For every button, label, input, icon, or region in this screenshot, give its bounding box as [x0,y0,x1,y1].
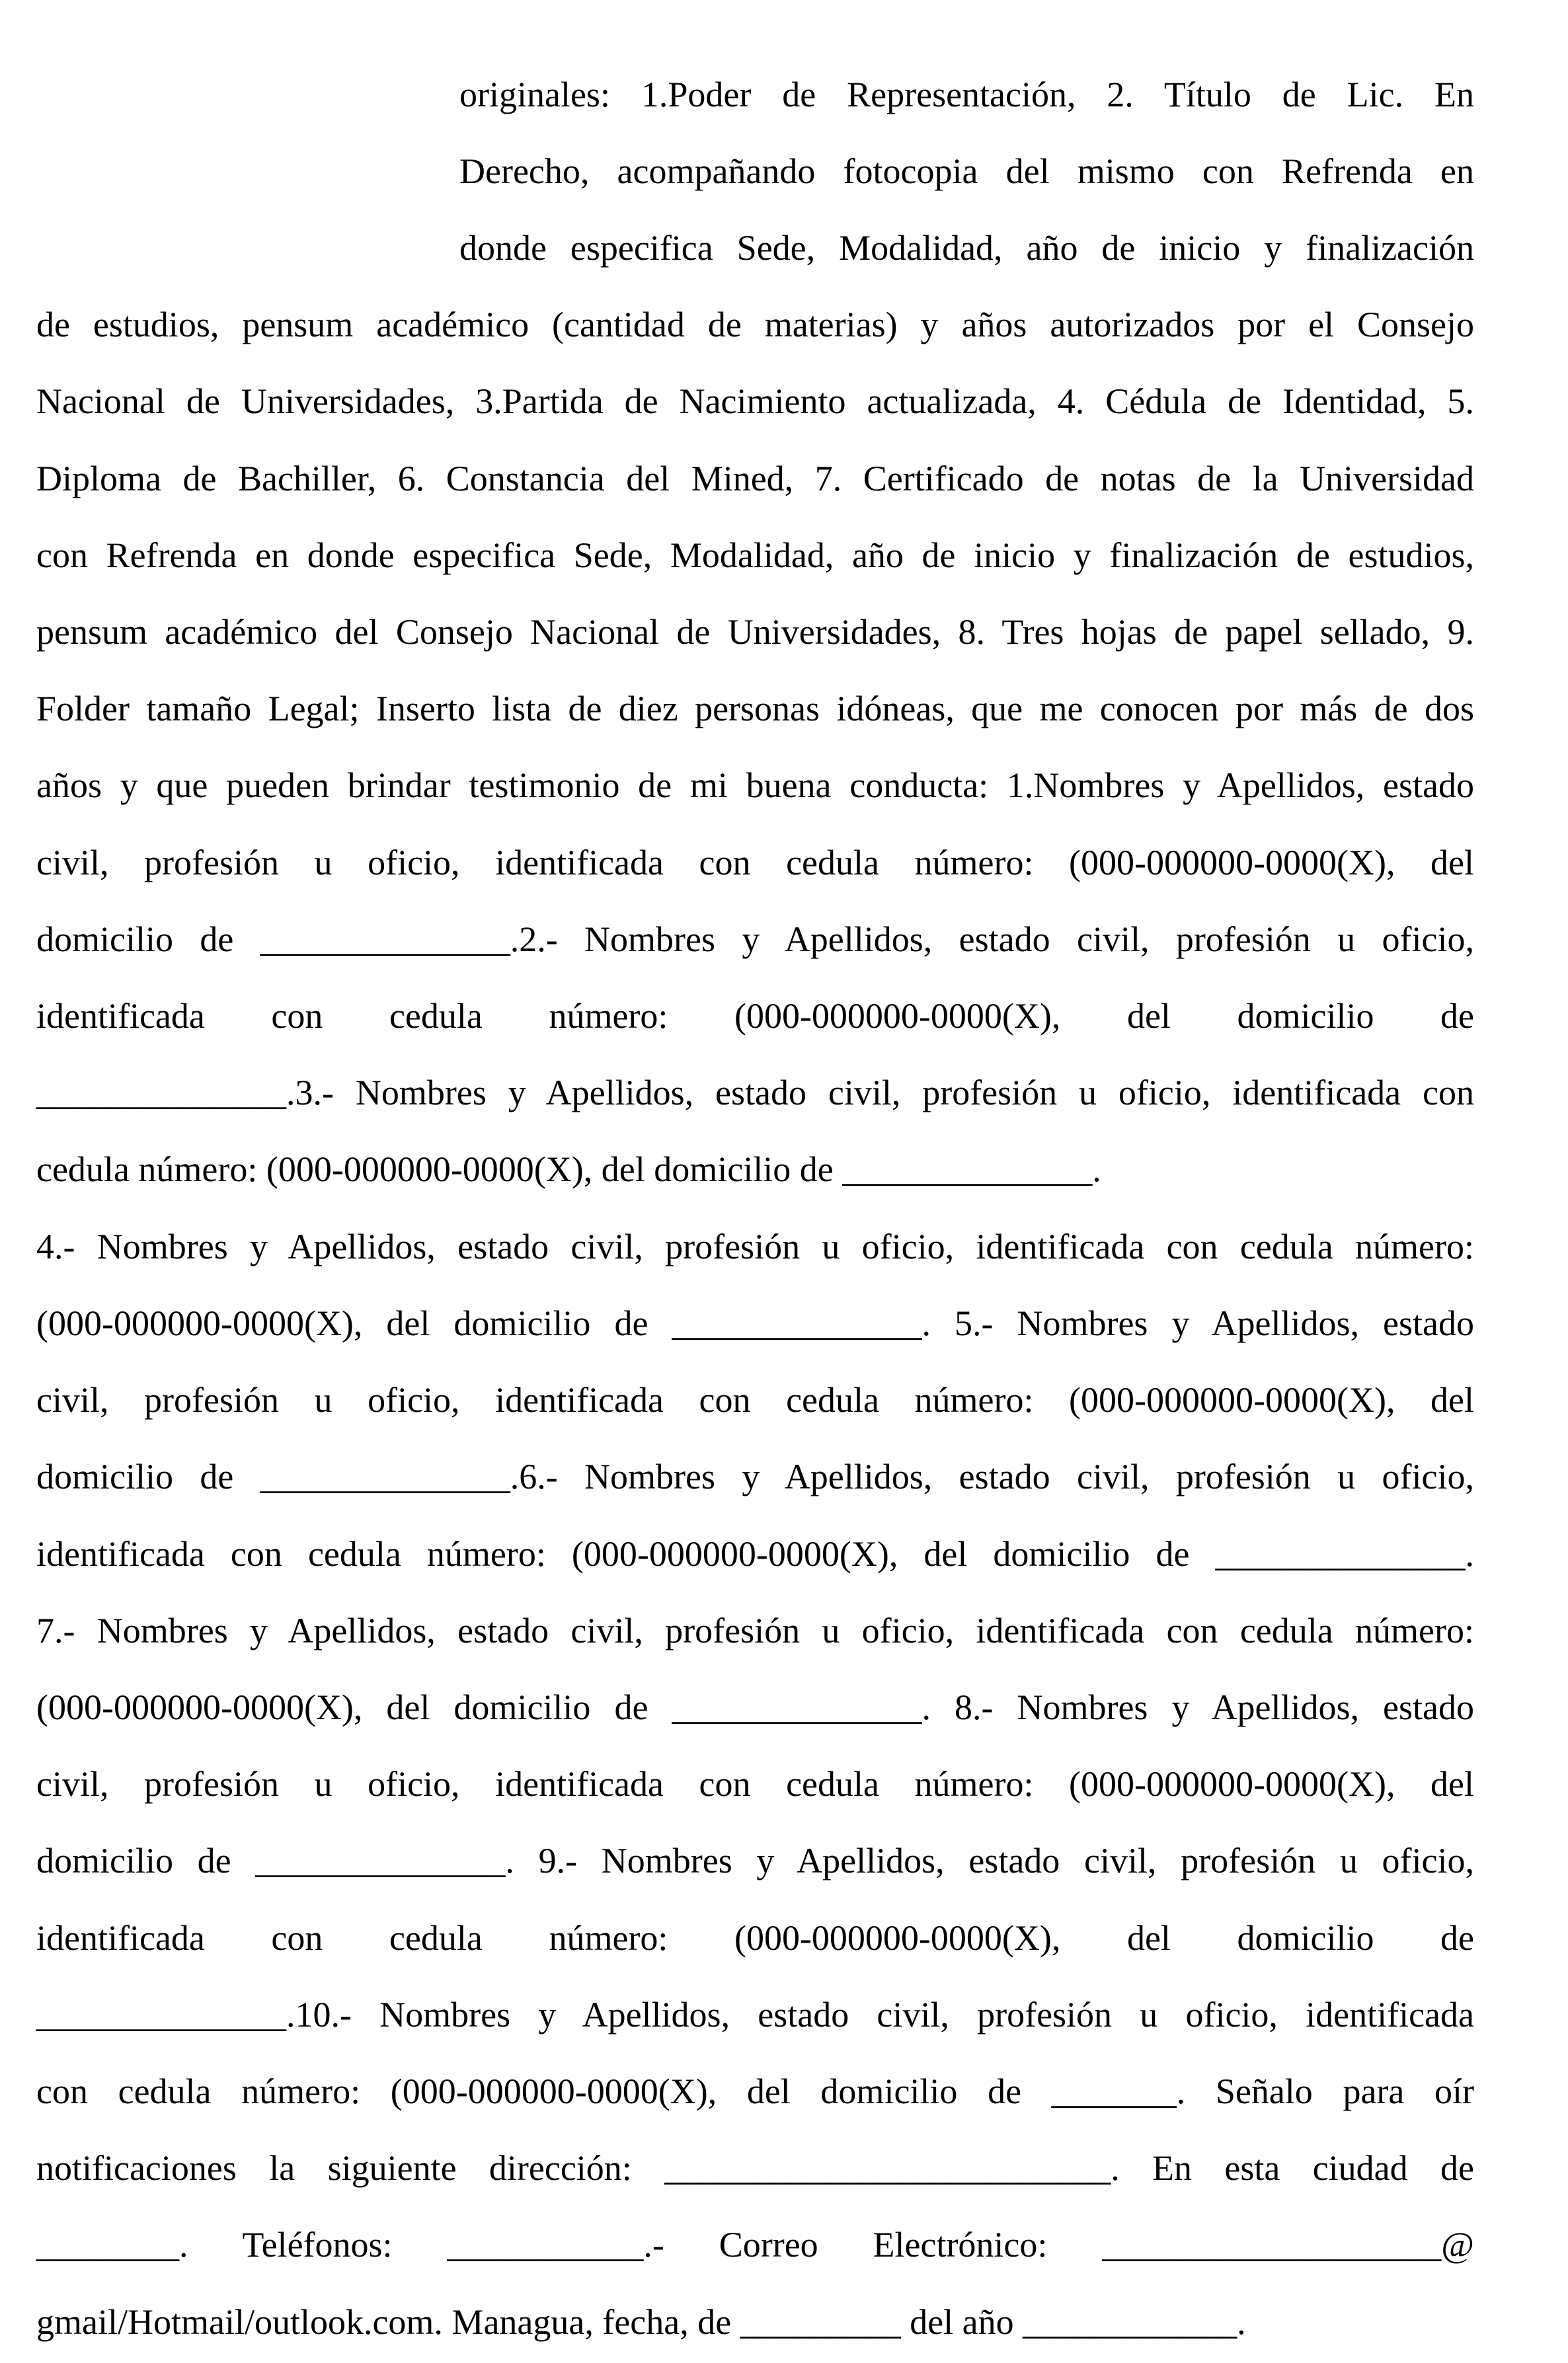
text-line: 7.- Nombres y Apellidos, estado civil, profesión u oficio, identificada con cedula número: [36,1611,1474,1650]
text-line: Diploma de Bachiller, 6. Constancia del Mined, 7. Certificado de notas de la Universidad [36,459,1474,498]
text-line: Nacional de Universidades, 3.Partida de Nacimiento actualizada, 4. Cédula de Identidad, 5. [36,381,1474,421]
text-line: domicilio de ______________.6.- Nombres y Apellidos, estado civil, profesión u oficio, [36,1457,1474,1496]
text-line: de estudios, pensum académico (cantidad de materias) y años autorizados por el Consejo [36,305,1474,344]
text-line: identificada con cedula número: (000-000000-0000(X), del domicilio de ______________. [36,1534,1474,1574]
text-line: con cedula número: (000-000000-0000(X), del domicilio de _______. Señalo para oír [36,2072,1474,2111]
text-line: notificaciones la siguiente dirección: _________________________. En esta ciudad de [36,2148,1474,2188]
text-line: Derecho, acompañando fotocopia del mismo con Refrenda en [459,151,1474,191]
text-line: cedula número: (000-000000-0000(X), del domicilio de ______________. [36,1149,1101,1189]
text-line: identificada con cedula número: (000-000000-0000(X), del domicilio de [36,996,1474,1036]
text-line: civil, profesión u oficio, identificada con cedula número: (000-000000-0000(X), del [36,1764,1474,1804]
text-line: civil, profesión u oficio, identificada con cedula número: (000-000000-0000(X), del [36,1380,1474,1420]
text-line: (000-000000-0000(X), del domicilio de ______________. 8.- Nombres y Apellidos, estado [36,1687,1474,1727]
text-line: originales: 1.Poder de Representación, 2. Título de Lic. En [459,75,1474,114]
text-line: civil, profesión u oficio, identificada con cedula número: (000-000000-0000(X), del [36,843,1474,882]
text-line: Folder tamaño Legal; Inserto lista de diez personas idóneas, que me conocen por más de dos [36,689,1474,728]
text-line: (000-000000-0000(X), del domicilio de ______________. 5.- Nombres y Apellidos, estado [36,1303,1474,1343]
text-line: ______________.10.- Nombres y Apellidos, estado civil, profesión u oficio, identificada [36,1995,1474,2034]
text-line: pensum académico del Consejo Nacional de Universidades, 8. Tres hojas de papel sellado, 9. [36,612,1474,652]
text-line: con Refrenda en donde especifica Sede, Modalidad, año de inicio y finalización de estudios, [36,535,1474,575]
text-line: ________. Teléfonos: ___________.- Correo Electrónico: ___________________@ [36,2225,1474,2265]
text-line: donde especifica Sede, Modalidad, año de inicio y finalización [459,228,1474,268]
text-line: 4.- Nombres y Apellidos, estado civil, profesión u oficio, identificada con cedula número: [36,1227,1474,1266]
text-line: años y que pueden brindar testimonio de mi buena conducta: 1.Nombres y Apellidos, estado [36,765,1474,805]
text-line: identificada con cedula número: (000-000000-0000(X), del domicilio de [36,1918,1474,1958]
text-line: domicilio de ______________. 9.- Nombres y Apellidos, estado civil, profesión u oficio, [36,1841,1474,1880]
text-line: gmail/Hotmail/outlook.com. Managua, fecha, de _________ del año ____________. [36,2302,1246,2342]
text-line: ______________.3.- Nombres y Apellidos, estado civil, profesión u oficio, identificada con [36,1073,1474,1112]
text-line: domicilio de ______________.2.- Nombres y Apellidos, estado civil, profesión u oficio, [36,919,1474,959]
